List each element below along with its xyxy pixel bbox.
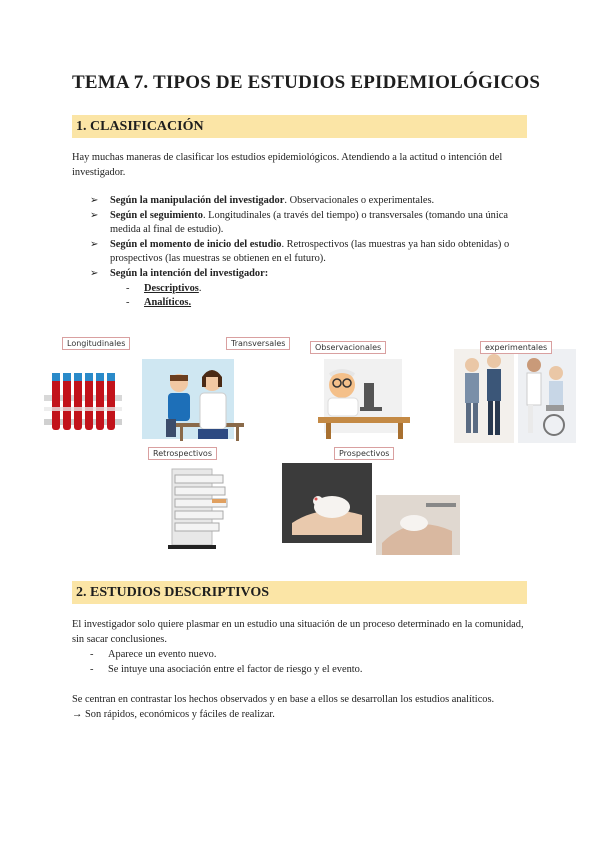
page-title: TEMA 7. TIPOS DE ESTUDIOS EPIDEMIOLÓGICOS — [72, 72, 541, 93]
list-item: ➢ Según el seguimiento. Longitudinales (a través del tiempo) o transversales (tomando una única medida al final de estudio). — [90, 209, 508, 236]
intention-sublist — [110, 282, 530, 311]
arrow-bullet-icon: ➢ — [90, 209, 99, 221]
list-item: - Descriptivos. — [126, 282, 202, 294]
list-item: - Aparece un evento nuevo. — [90, 649, 217, 660]
label-longitudinales: Longitudinales — [62, 337, 130, 350]
label-transversales: Transversales — [226, 337, 290, 350]
study-types-collage — [42, 333, 576, 555]
section-heading-clasificacion: 1. CLASIFICACIÓN — [72, 115, 527, 138]
label-prospectivos: Prospectivos — [334, 447, 394, 460]
arrow-bullet-icon: ➢ — [90, 195, 99, 206]
section2-closing: Se centran en contrastar los hechos observados y en base a ellos se desarrollan los estudios analíticos. — [72, 694, 495, 705]
label-observacionales: Observacionales — [310, 341, 386, 354]
arrow-bullet-icon: ➢ — [90, 238, 99, 250]
list-item: ➢ Según la manipulación del investigador. Observacionales o experimentales. — [90, 194, 530, 209]
section2-intro: El investigador solo quiere plasmar en un estudio una situación de un proceso determinado en la comunidad, sin sacar conclusiones. — [72, 619, 524, 645]
section-heading-descriptivos: 2. ESTUDIOS DESCRIPTIVOS — [72, 581, 527, 604]
arrow-bullet-icon: ➢ — [90, 267, 99, 279]
classification-list — [90, 194, 530, 311]
section1-intro: Hay muchas maneras de clasificar los estudios epidemiológicos. Atendiendo a la actitud o intención del investigador. — [72, 152, 503, 178]
list-item: - Analíticos. — [126, 297, 192, 309]
label-retrospectivos: Retrospectivos — [148, 447, 217, 460]
label-experimentales: experimentales — [480, 341, 552, 354]
list-item: ➢ Según el momento de inicio del estudio. Retrospectivos (las muestras ya han sido obtenidas) o prospectivos (las muestras se obtienen en el futuro). — [90, 238, 510, 265]
list-item: - Se intuye una asociación entre el factor de riesgo y el evento. — [90, 664, 363, 675]
list-item: ➢ Según la intención del investigador: - Descriptivos. - Analíticos. — [90, 267, 530, 311]
descriptive-list — [90, 647, 530, 677]
section2-conclusion: → Son rápidos, económicos y fáciles de realizar. — [72, 709, 275, 720]
